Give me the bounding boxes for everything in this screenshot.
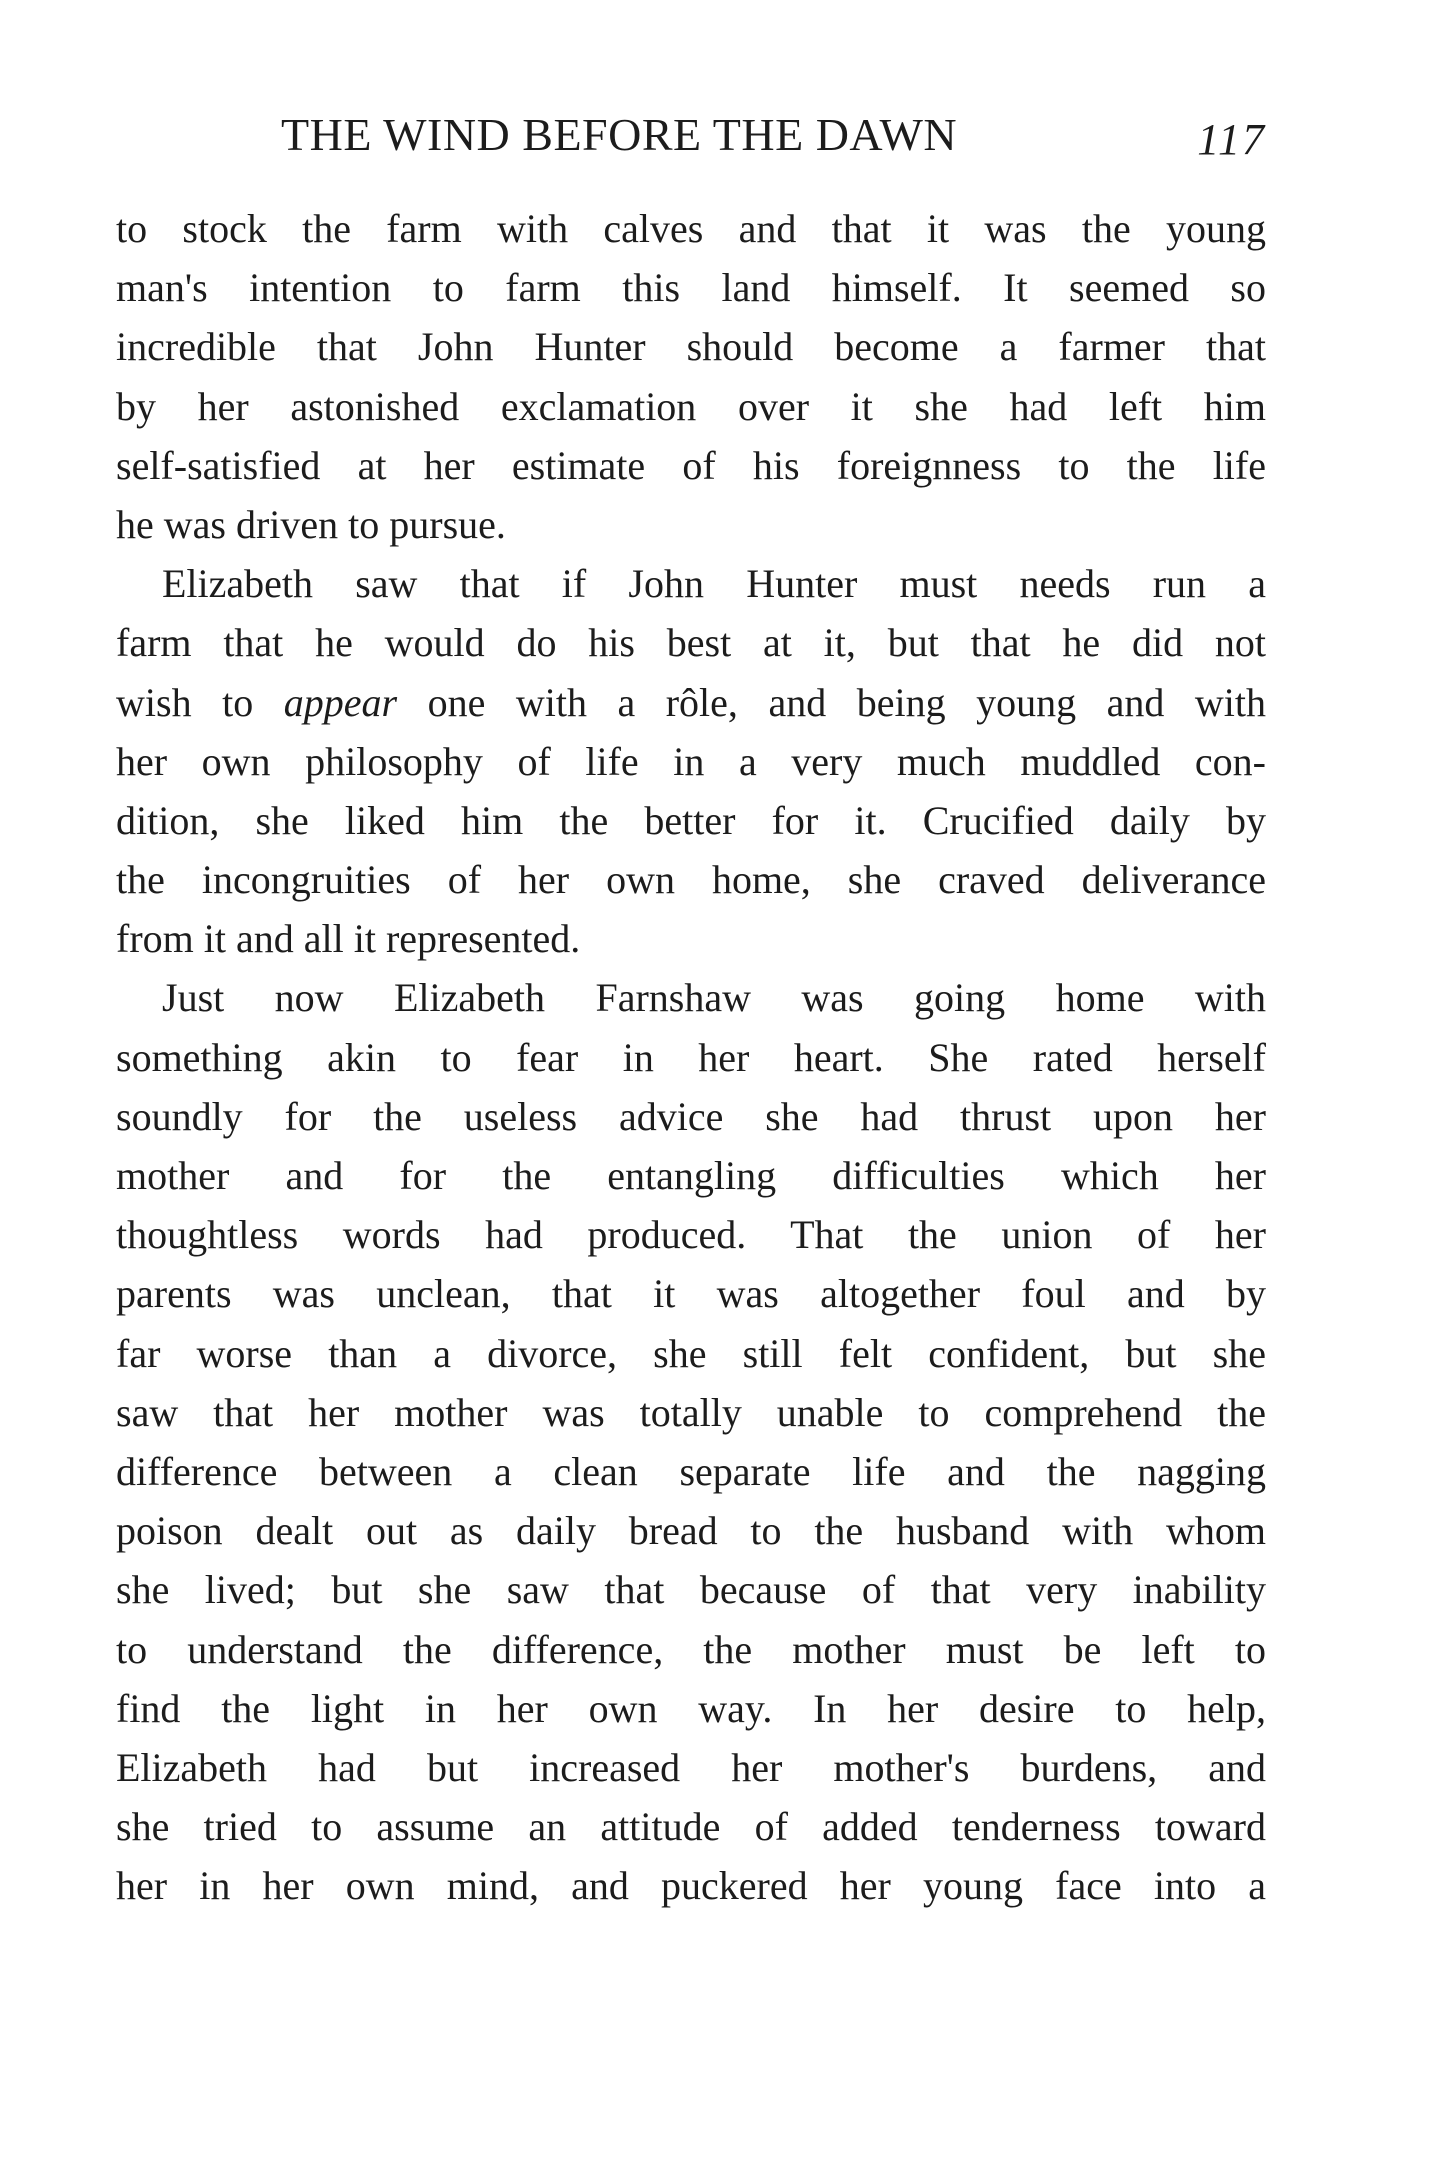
text-line: she tried to assume an attitude of added tenderness toward xyxy=(116,1804,1266,1850)
text-line: the incongruities of her own home, she craved deliverance xyxy=(116,857,1266,903)
text-line: man's intention to farm this land himself. It seemed so xyxy=(116,265,1266,311)
text-line: Elizabeth had but increased her mother's burdens, and xyxy=(116,1744,1266,1790)
paragraph xyxy=(116,968,1266,1915)
paragraph xyxy=(116,554,1266,968)
text-line xyxy=(116,673,1266,732)
text-line: farm that he would do his best at it, but that he did not xyxy=(116,620,1266,666)
text-line: Elizabeth saw that if John Hunter must needs run a xyxy=(162,561,1266,607)
text-line: saw that her mother was totally unable to comprehend the xyxy=(116,1389,1266,1435)
running-title: THE WIND BEFORE THE DAWN xyxy=(281,109,958,160)
text-line: find the light in her own way. In her desire to help, xyxy=(116,1685,1266,1731)
page-number: 117 xyxy=(1197,115,1266,164)
text-line: self-satisfied at her estimate of his foreignness to the life xyxy=(116,442,1266,488)
text-line: her own philosophy of life in a very much muddled con- xyxy=(116,738,1266,784)
emphasized-word: appear xyxy=(283,679,398,725)
text-line: mother and for the entangling difficulties which her xyxy=(116,1153,1266,1198)
text-line: thoughtless words had produced. That the union of her xyxy=(116,1212,1266,1258)
text-line: she lived; but she saw that because of that very inability xyxy=(116,1567,1266,1613)
text-line: soundly for the useless advice she had thrust upon her xyxy=(116,1093,1266,1139)
text-line: he was driven to pursue. xyxy=(116,501,506,547)
text-run: wish to xyxy=(116,679,284,725)
body-text xyxy=(116,199,1266,1915)
text-line: incredible that John Hunter should become a farmer that xyxy=(116,324,1266,370)
text-run: one with a rôle, and being young and with xyxy=(397,679,1266,725)
text-line: to stock the farm with calves and that it was the young xyxy=(116,206,1266,251)
text-line: far worse than a divorce, she still felt confident, but she xyxy=(116,1330,1266,1376)
text-line: something akin to fear in her heart. She rated herself xyxy=(116,1034,1266,1080)
text-line: poison dealt out as daily bread to the husband with whom xyxy=(116,1508,1266,1554)
text-line: parents was unclean, that it was altogether foul and by xyxy=(116,1271,1266,1317)
text-line: dition, she liked him the better for it. Crucified daily by xyxy=(116,797,1266,843)
text-line: by her astonished exclamation over it she had left him xyxy=(116,383,1266,429)
text-line: from it and all it represented. xyxy=(116,916,581,962)
text-line: Just now Elizabeth Farnshaw was going home with xyxy=(162,975,1266,1021)
text-line: to understand the difference, the mother must be left to xyxy=(116,1626,1266,1672)
paragraph xyxy=(116,199,1266,554)
running-head xyxy=(116,108,1266,168)
text-line: difference between a clean separate life and the nagging xyxy=(116,1448,1266,1494)
text-line: her in her own mind, and puckered her young face into a xyxy=(116,1863,1266,1909)
